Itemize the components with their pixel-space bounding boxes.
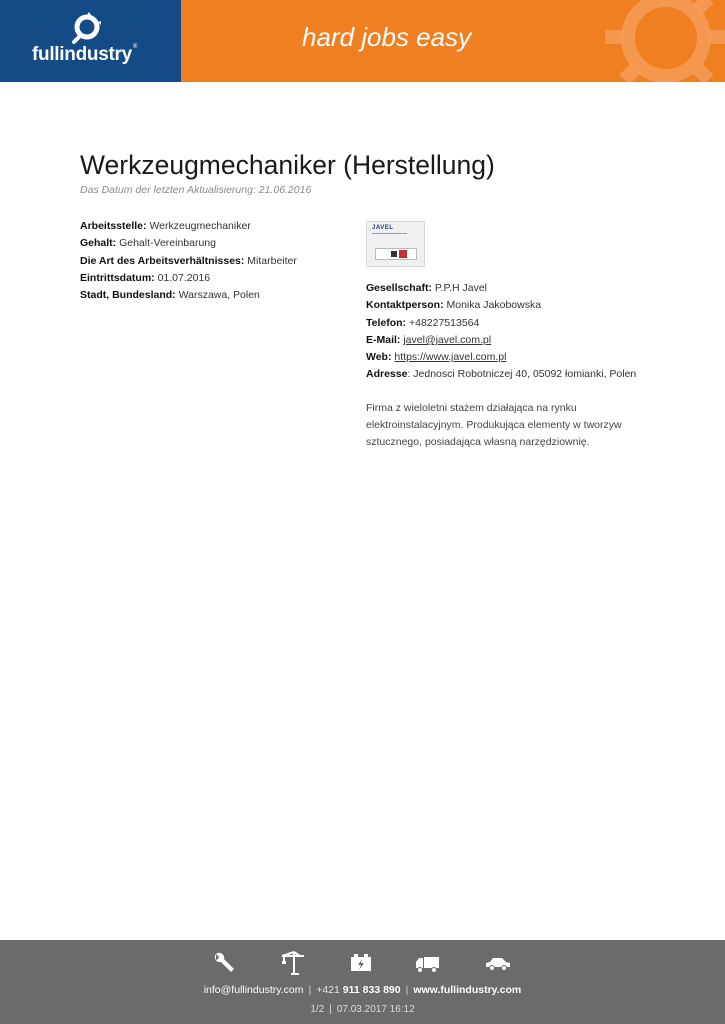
tagline: hard jobs easy [302, 22, 472, 52]
job-field-employment-type: Die Art des Arbeitsverhältnisses: Mitarbeiter [80, 254, 297, 267]
last-updated: Das Datum der letzten Aktualisierung: 21.06.2016 [80, 184, 312, 196]
footer-website[interactable]: www.fullindustry.com [413, 984, 522, 996]
web-row: Web: https://www.javel.com.pl [366, 351, 507, 364]
phone-row: Telefon: +48227513564 [366, 316, 480, 329]
contact-person-row: Kontaktperson: Monika Jakobowska [366, 299, 542, 312]
wrench-icon [211, 950, 237, 976]
job-title: Werkzeugmechaniker (Herstellung) [80, 150, 495, 180]
print-date: 07.03.2017 16:12 [336, 1004, 415, 1015]
logo-text: fullindustry® [32, 44, 137, 65]
email-link[interactable]: javel@javel.com.pl [403, 333, 492, 346]
fullindustry-logo[interactable] [0, 0, 181, 82]
header-banner [181, 0, 725, 82]
address-row: Adresse: Jednosci Robotniczej 40, 05092 łomianki, Polen [366, 368, 637, 381]
job-field-start-date: Eintrittsdatum: 01.07.2016 [80, 271, 211, 284]
page-number: 1/2 [310, 1004, 325, 1015]
footer-phone-prefix: +421 [316, 984, 340, 996]
email-row: E-Mail: javel@javel.com.pl [366, 333, 492, 346]
company-description: Firma z wieloletni stażem działająca na rynku elektroinstalacyjnym. Produkująca elementy w tworzyw sztucznego, posiadająca własną narzędziownię. [366, 402, 622, 448]
job-field-location: Stadt, Bundesland: Warszawa, Polen [80, 289, 260, 302]
company-details [366, 280, 656, 384]
footer-icons [0, 950, 725, 978]
car-icon [485, 950, 511, 976]
footer-contact: info@fullindustry.com | +421 911 833 890 | www.fullindustry.com [203, 984, 522, 996]
website-link[interactable]: https://www.javel.com.pl [394, 351, 507, 364]
job-field-position: Arbeitsstelle: Werkzeugmechaniker [80, 220, 251, 232]
job-details [80, 218, 340, 304]
company-name-row: Gesellschaft: P.P.H Javel [366, 282, 488, 294]
page-info: 1/2 | 07.03.2017 16:12 [310, 1004, 415, 1015]
truck-icon [415, 950, 441, 976]
footer-email[interactable]: info@fullindustry.com [203, 984, 304, 996]
battery-icon [348, 950, 374, 976]
job-field-salary: Gehalt: Gehalt-Vereinbarung [80, 237, 216, 250]
company-logo: JAVEL [366, 221, 425, 267]
page-header [0, 0, 725, 82]
logo-gear-icon [70, 12, 104, 44]
crane-icon [280, 950, 306, 976]
gear-watermark-icon [591, 0, 725, 82]
footer-phone[interactable]: 911 833 890 [342, 984, 401, 996]
page-footer [0, 940, 725, 1024]
